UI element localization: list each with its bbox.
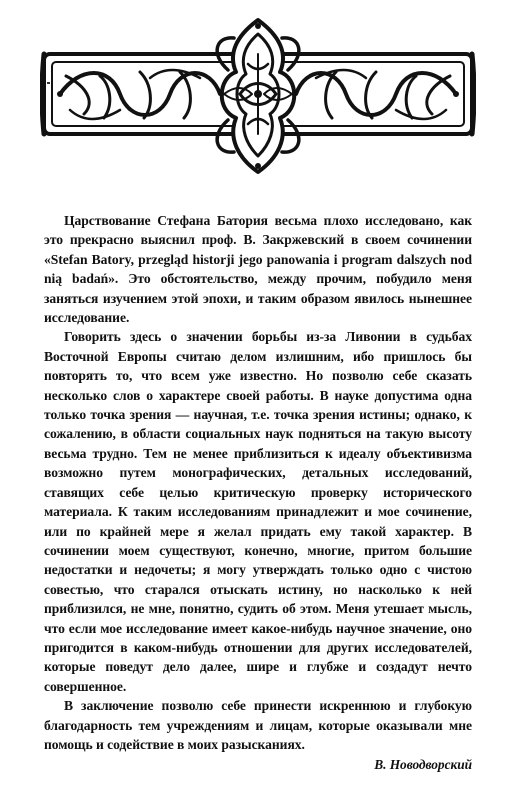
preface-text <box>44 211 472 774</box>
paragraph-1: Царствование Стефана Батория весьма плохо исследовано, как это прекрасно выяснил проф. В. Закржевский в своем сочинении «Stefan Batory, przegląd historji jego panowania i program dalszych nod nią badań». Это обстоятельство, между прочим, побудило меня заняться изучением этой эпохи, и таким образом явилось нынешнее исследование. <box>44 213 472 326</box>
paragraph-3: В заключение позволю себе принести искреннюю и глубокую благодарность тем учреждениям и лицам, которые оказывали мне помощь и содействие в моих разысканиях. <box>44 698 472 752</box>
ornamental-headpiece-icon <box>40 14 476 176</box>
author-signature: В. Новодворский <box>374 757 472 773</box>
paragraph-2: Говорить здесь о значении борьбы из-за Ливонии в судьбах Восточной Европы считаю делом излишним, ибо пришлось бы повторять то, что всем уже известно. Но позволю себе сказать несколько слов о характере своей работы. В науке допустима одна только точка зрения — научная, т.е. точка зрения истины; однако, к сожалению, в области социальных наук подняться на такую высоту весьма трудно. Тем не менее приблизиться к идеалу объективизма возможно путем монографических, детальных исследований, ставящих себе целью критическую проверку исторического материала. К таким исследованиям принадлежит и мое сочинение, или по крайней мере я желал придать ему такой характер. В сочинении моем существуют, конечно, многие, притом большие недостатки и недочеты; я могу утверждать только одно с чистою совестью, что старался отыскать истину, но насколько к ней приблизился, не мне, понятно, судить об этом. Меня утешает мысль, что если мое исследование имеет какое-нибудь научное значение, оно пригодится в каком-нибудь отношении для других исследователей, которые поведут дело далее, шире и глубже и создадут нечто совершенное. <box>44 329 472 694</box>
